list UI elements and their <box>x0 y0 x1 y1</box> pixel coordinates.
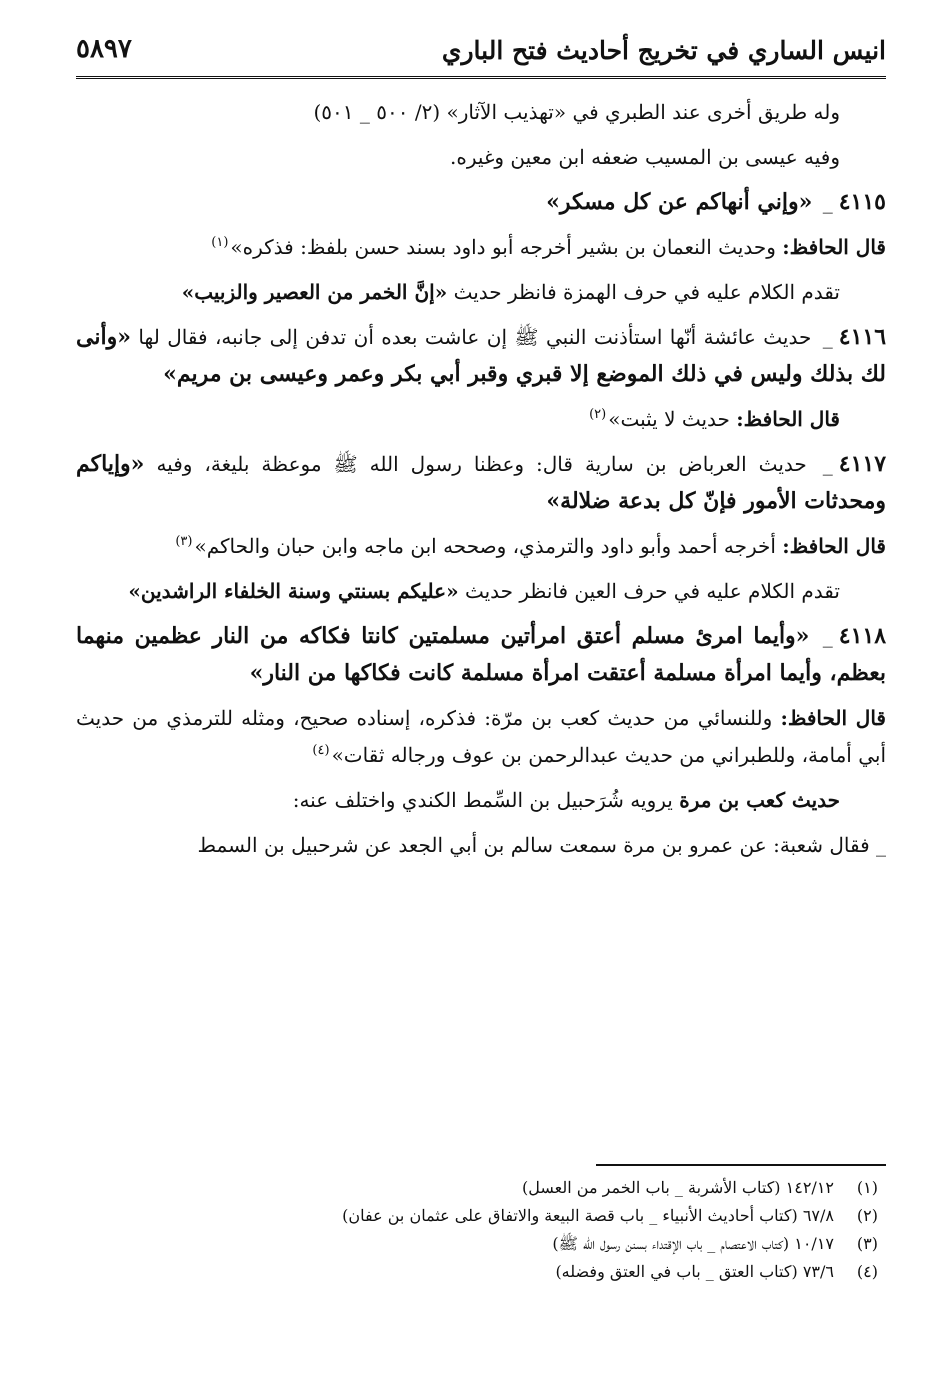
hadith-intro: حديث عائشة أنّها استأذنت النبي ﷺ إن عاشت بعده أن تدفن إلى جانبه، فقال لها <box>138 325 812 349</box>
hafiz-label: قال الحافظ: <box>736 407 840 431</box>
footnotes <box>76 1164 886 1286</box>
footnote-number: (١) <box>856 1178 878 1197</box>
running-header <box>76 28 886 79</box>
footnote-ref: (٤) <box>312 743 330 759</box>
footnote-ref: (٣) <box>175 534 193 550</box>
hadith-4115 <box>76 184 886 221</box>
hafiz-text: حديث لا يثبت» <box>608 407 730 431</box>
kaab-text: يرويه شُرَحبيل بن السِّمط الكندي واختلف عنه: <box>292 788 673 812</box>
footnote-number: (٣) <box>856 1234 878 1253</box>
footnote-divider <box>596 1164 886 1166</box>
hadith-text: «وإني أنهاكم عن كل مسكر» <box>546 189 813 215</box>
cross-ref-hadith: «إنَّ الخمر من العصير والزبيب» <box>181 280 448 304</box>
hafiz-text: وللنسائي من حديث كعب بن مرّة: فذكره، إسناده صحيح، ومثله للترمذي من حديث أبي أمامة، وللطبراني من حديث عبدالرحمن بن عوف ورجاله ثقات» <box>76 706 886 767</box>
hadith-text: «وإياكم ومحدثات الأمور فإنّ كل بدعة ضلالة» <box>76 451 886 514</box>
cross-ref-text: تقدم الكلام عليه في حرف العين فانظر حديث <box>464 579 840 603</box>
hafiz-comment-4118 <box>76 700 886 774</box>
footnote-text: ١٤٢/١٢ (كتاب الأشربة _ باب الخمر من العسل) <box>522 1178 834 1197</box>
footnote-ref: (١) <box>211 235 229 251</box>
hadith-dash: _ <box>822 624 833 648</box>
hadith-intro: حديث العرباض بن سارية قال: وعظنا رسول الله ﷺ موعظة بليغة، وفيه <box>156 452 807 476</box>
hadith-number: ٤١١٨ <box>838 623 887 649</box>
shuba-dash: _ <box>876 833 886 857</box>
hadith-number: ٤١١٧ <box>838 451 887 477</box>
footnote-number: (٤) <box>856 1262 878 1281</box>
cross-reference-4115 <box>76 274 886 311</box>
paragraph-tabari: وله طريق أخرى عند الطبري في «تهذيب الآثار» (٢/ ٥٠٠ _ ٥٠١) <box>313 100 840 124</box>
hadith-dash: _ <box>822 190 833 214</box>
cross-ref-hadith: «عليكم بسنتي وسنة الخلفاء الراشدين» <box>128 579 459 603</box>
hadith-dash: _ <box>822 452 833 476</box>
hafiz-text: أخرجه أحمد وأبو داود والترمذي، وصححه ابن ماجه وابن حبان والحاكم» <box>194 534 776 558</box>
hafiz-label: قال الحافظ: <box>782 534 886 558</box>
hafiz-comment-4117 <box>76 528 886 565</box>
footnote <box>76 1258 886 1286</box>
cross-reference-4117 <box>76 573 886 610</box>
cross-ref-text: تقدم الكلام عليه في حرف الهمزة فانظر حديث <box>453 280 840 304</box>
kaab-paragraph <box>76 782 886 819</box>
hafiz-comment-4115 <box>76 229 886 266</box>
footnote-number: (٢) <box>856 1206 878 1225</box>
hafiz-text: وحديث النعمان بن بشير أخرجه أبو داود بسند حسن بلفظ: فذكره» <box>230 235 776 259</box>
hafiz-comment-4116 <box>76 401 886 438</box>
hadith-text: «وأيما امرئ مسلم أعتق امرأتين مسلمتين كانتا فكاكه من النار عظمين منهما بعظم، وأيما امرأة مسلمة أعتقت امرأة مسلمة كانت فكاكها من النار» <box>76 623 886 686</box>
hadith-number: ٤١١٦ <box>838 324 887 350</box>
footnote-ref: (٢) <box>589 407 607 423</box>
footnote-text: ٧٣/٦ (كتاب العتق _ باب في العتق وفضله) <box>555 1262 834 1281</box>
footnote <box>76 1230 886 1258</box>
footnote-text: ١٠/١٧ (كتاب الاعتصام _ باب الإقتداء بسنن رسول الله ﷺ) <box>552 1234 834 1253</box>
hafiz-label: قال الحافظ: <box>780 706 886 730</box>
hadith-dash: _ <box>822 325 833 349</box>
shuba-text: فقال شعبة: عن عمرو بن مرة سمعت سالم بن أبي الجعد عن شرحبيل بن السمط <box>197 833 870 857</box>
hadith-number: ٤١١٥ <box>838 189 886 215</box>
footnote <box>76 1174 886 1202</box>
shuba-paragraph <box>76 827 886 864</box>
hafiz-label: قال الحافظ: <box>782 235 886 259</box>
hadith-4118 <box>76 618 886 692</box>
footnote <box>76 1202 886 1230</box>
hadith-4116 <box>76 319 886 393</box>
main-text <box>76 94 886 872</box>
paragraph-isa: وفيه عيسى بن المسيب ضعفه ابن معين وغيره. <box>450 145 840 169</box>
footnote-text: ٦٧/٨ (كتاب أحاديث الأنبياء _ باب قصة البيعة والاتفاق على عثمان بن عفان) <box>342 1206 834 1225</box>
hadith-text: «وأنى لك بذلك وليس في ذلك الموضع إلا قبري وقبر أبي بكر وعمر وعيسى بن مريم» <box>76 324 886 387</box>
hadith-4117 <box>76 446 886 520</box>
kaab-title: حديث كعب بن مرة <box>679 788 840 812</box>
page-number: ٥٨٩٧ <box>76 34 132 64</box>
book-title: انيس الساري في تخريج أحاديث فتح الباري <box>441 36 886 65</box>
